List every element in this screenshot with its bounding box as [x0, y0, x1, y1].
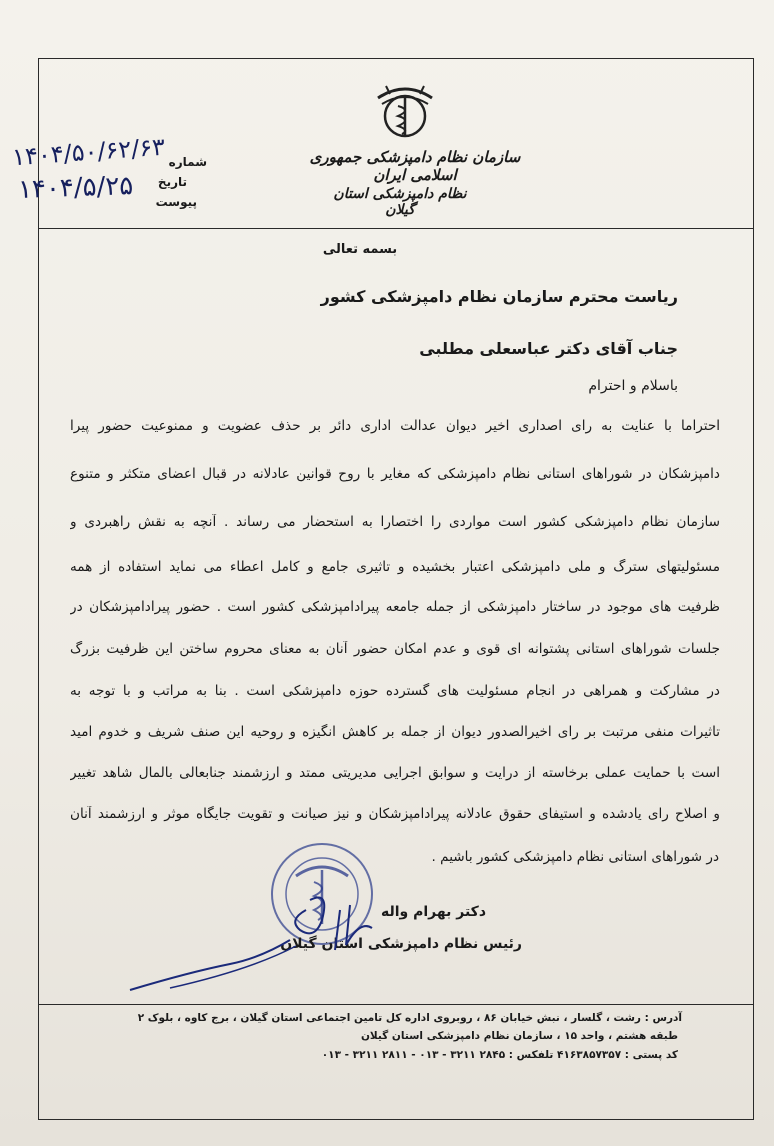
date-label: تاریخ: [157, 175, 187, 189]
body-line: احتراما با عنایت به رای اصداری اخیر دیوان عدالت اداری دائر بر حذف عضویت و ممنوعیت حضور پیرا: [70, 418, 720, 434]
org-name-national: سازمان نظام دامپزشکی جمهوری اسلامی ایران: [309, 148, 521, 184]
body-line: در مشارکت و همراهی در انجام مسئولیت های گسترده حوزه دامپزشکی است . بنا به مراتب و با توجه به: [70, 683, 720, 699]
org-name-provincial: نظام دامپزشکی استان گیلان: [333, 186, 467, 218]
body-line: و اصلاح رای یادشده و استیفای حقوق عادلانه پیرادامپزشکان و نیز صیانت و تقویت جایگاه موثر و ارزشمند آنان: [70, 806, 720, 822]
greeting: باسلام و احترام: [588, 378, 678, 394]
letter-number-handwritten: ۱۴۰۴/۵۰/۶۲/۶۳: [11, 132, 166, 172]
footer-postal-phone: کد پستی : ۴۱۶۳۸۵۷۳۵۷ تلفکس : ۲۸۴۵ ۳۲۱۱ - ۰۱۳ - ۲۸۱۱ ۳۲۱۱ - ۰۱۳: [321, 1049, 678, 1061]
recipient-name: جناب آقای دکتر عباسعلی مطلبی: [419, 339, 678, 358]
handwritten-signature-icon: [110, 880, 410, 1000]
footer-address-floor: طبقه هشتم ، واحد ۱۵ ، سازمان نظام دامپزشکی استان گیلان: [360, 1030, 678, 1042]
body-line: جلسات شوراهای استانی پشتوانه ای قوی و عدم امکان حضور آنان به معنای محروم ساختن این ظرفیت بزرگ: [70, 641, 720, 657]
signatory-name: دکتر بهرام واله: [380, 904, 486, 920]
footer-address: آدرس : رشت ، گلسار ، نبش خیابان ۸۶ ، روبروی اداره کل تامین اجتماعی استان گیلان ، برج کاوه ، بلوک ۲: [137, 1012, 682, 1024]
veterinary-emblem-icon: [370, 80, 440, 142]
attachment-label: پیوست: [155, 195, 197, 209]
signatory-position: رئیس نظام دامپزشکی استان گیلان: [280, 936, 522, 952]
body-line: است با حمایت عملی برخاسته از درایت و سوابق اجرایی مدیریتی ممتد و ارزشمند جنابعالی بالمال شاهد تغییر: [70, 765, 720, 781]
header-divider: [38, 228, 754, 229]
body-line: مسئولیتهای سترگ و ملی دامپزشکی اعتبار بخشیده و تاثیری جامع و کامل اعطاء می نماید استفاده از همه: [70, 559, 720, 575]
body-line: دامپزشکان در شوراهای استانی نظام دامپزشکی که مغایر با روح قوانین عادلانه در قبال اعضای متکثر و متنوع: [70, 466, 720, 482]
body-line-last: در شوراهای استانی نظام دامپزشکی کشور باشیم .: [431, 849, 719, 865]
invocation: بسمه تعالی: [322, 242, 398, 257]
body-line: ظرفیت های موجود در ساختار دامپزشکی از جمله جامعه پیرادامپزشکی کشور است . حضور پیرادامپزشکان در: [70, 599, 720, 615]
letter-date-handwritten: ۱۴۰۴/۵/۲۵: [17, 170, 134, 206]
recipient-title: ریاست محترم سازمان نظام دامپزشکی کشور: [320, 287, 678, 306]
footer-divider: [38, 1004, 754, 1005]
number-label: شماره: [168, 155, 207, 169]
body-line: سازمان نظام دامپزشکی کشور است مواردی را اختصارا به استحضار می رساند . آنچه به نقش راهبردی و: [70, 514, 720, 530]
body-line: تاثیرات منفی مرتبت بر رای اخیرالصدور دیوان از جمله بر کاهش انگیزه و روحیه این صنف شریف و خدوم امید: [70, 724, 720, 740]
